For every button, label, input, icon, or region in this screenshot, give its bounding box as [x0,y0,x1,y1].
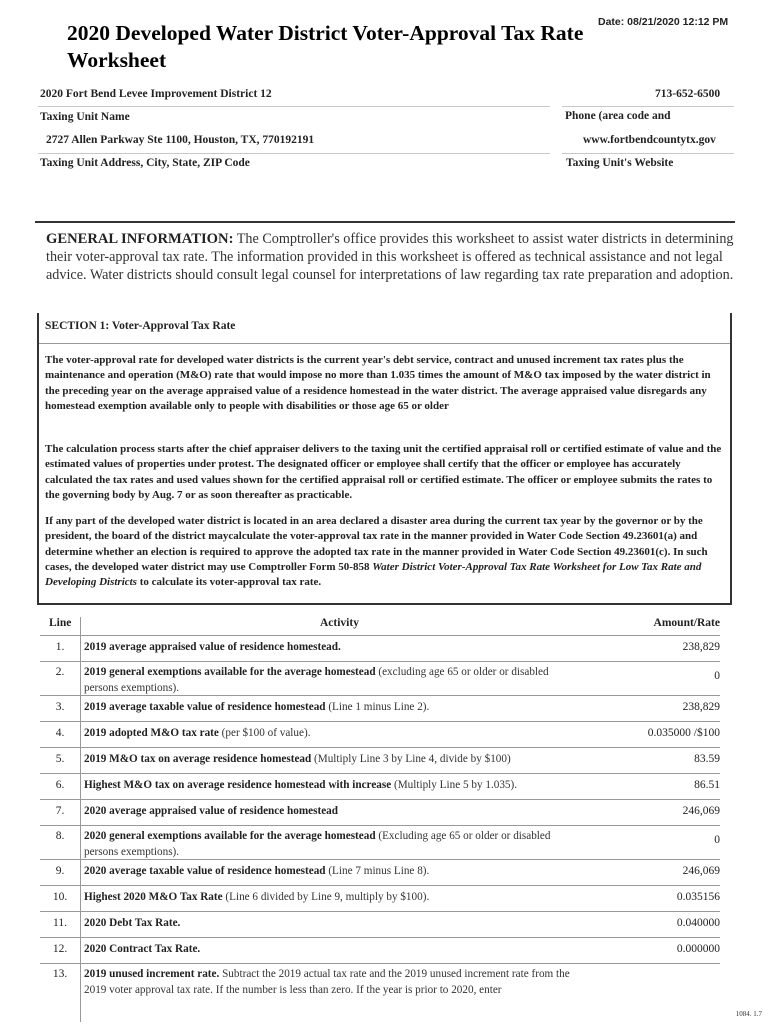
taxing-unit-name-value: 2020 Fort Bend Levee Improvement District 12 [40,88,272,100]
section-1-paragraph-3 [45,514,725,590]
amount-value: 83.59 [694,753,720,765]
activity-description [84,640,584,656]
taxing-unit-address-label: Taxing Unit Address, City, State, ZIP Code [40,157,250,169]
general-info-border [35,221,735,223]
section-1-paragraph-1: The voter-approval rate for developed water districts is the current year's debt service, contract and unused increment tax rates plus the maintenance and operation (M&O) rate that would impose no more than 1.035 times the amount of M&O tax imposed by the water district in the preceding year on the average appraised value of a residence homestead in the water district. The average appraised value disregards any homestead exemption available only to people with disabilities or those age 65 or older [45,354,711,412]
activity-detail: (excluding age 65 or older or disabled persons exemptions). [84,666,549,694]
line-number: 4. [55,727,65,739]
phone-value: 713-652-6500 [655,88,721,100]
section-1-paragraph-2: The calculation process starts after the chief appraiser delivers to the taxing unit the certified appraisal roll or certified estimate of value and the estimated values of properties under protest. The designated officer or employee shall certify that the officer or employee has accurately calculated the tax rates and used values shown for the certified appraisal roll or certified estimate. The officer or employee submits the rates to the governing body by Aug. 7 or as soon thereafter as practicable. [45,443,722,501]
line-number: 12. [52,943,68,955]
table-row [40,799,720,826]
form-50-858-title: Water District Voter-Approval Tax Rate Worksheet for Low Tax Rate and Developing Districts [45,560,702,589]
activity-detail: (Line 6 divided by Line 9, multiply by $100). [222,891,430,903]
amount-value: 0.035156 [676,891,720,903]
line-number: 8. [55,830,65,842]
column-header-line: Line [49,617,72,629]
amount-value: 238,829 [682,701,720,713]
amount-value: 246,069 [682,865,720,877]
activity-bold: 2020 Debt Tax Rate. [84,917,181,929]
activity-bold: Highest 2020 M&O Tax Rate [84,891,223,903]
line-number: 10. [52,891,68,903]
line-number: 7. [55,805,65,817]
activity-detail: (Excluding age 65 or older or disabled persons exemptions). [84,830,551,858]
table-row [40,825,720,860]
table-row [40,859,720,886]
activity-bold: 2019 average appraised value of residence homestead. [84,641,341,653]
taxing-unit-name-label: Taxing Unit Name [40,111,130,123]
field-rule [562,153,734,154]
activity-bold: 2019 average taxable value of residence homestead [84,701,326,713]
activity-description [84,700,584,716]
activity-bold: 2020 general exemptions available for the average homestead [84,830,376,842]
table-row [40,773,720,800]
activity-description [84,890,584,906]
activity-bold: 2020 average taxable value of residence homestead [84,865,326,877]
table-row [40,661,720,696]
line-number: 9. [55,865,65,877]
activity-bold: 2020 Contract Tax Rate. [84,943,201,955]
activity-detail: Subtract the 2019 actual tax rate and the 2019 unused increment rate from the 2019 voter approval tax rate. If the number is less than zero. If the year is prior to 2020, enter [84,968,570,996]
table-row [40,721,720,748]
table-row [40,911,720,938]
amount-value: 0 [714,834,720,846]
amount-value: 0 [714,670,720,682]
activity-description [84,778,584,794]
activity-bold: 2019 unused increment rate. [84,968,220,980]
general-information [46,230,736,285]
activity-bold: Highest M&O tax on average residence homestead with increase [84,779,392,791]
section-title-rule [39,343,730,344]
field-rule [38,106,550,107]
activity-bold: 2019 general exemptions available for the average homestead [84,666,376,678]
activity-description [84,752,584,768]
activity-description [84,864,584,880]
paragraph-3-text: If any part of the developed water district is located in an area declared a disaster area during the current tax year by the governor or by the president, the board of the district maycalculate the voter-approval tax rate in the manner provided in Water Code Section 49.23601(a) and determine whether an election is required to approve the adopted tax rate in the manner provided in Water Code Section 49.23601(c). In such cases, the developed water district may use Comptroller Form 50-858 [45,515,708,573]
table-row [40,937,720,964]
column-header-activity: Activity [320,617,359,629]
website-label: Taxing Unit's Website [566,157,674,169]
line-number: 2. [55,666,65,678]
activity-bold: 2019 M&O tax on average residence homestead [84,753,312,765]
activity-description [84,804,584,820]
amount-value: 0.040000 [676,917,720,929]
field-rule [38,153,550,154]
website-value: www.fortbendcountytx.gov [583,134,716,146]
activity-bold: 2020 average appraised value of residence homestead [84,805,338,817]
activity-bold: 2019 adopted M&O tax rate [84,727,219,739]
section-1-title: SECTION 1: Voter-Approval Tax Rate [45,320,236,332]
amount-value: 86.51 [694,779,720,791]
table-row [40,747,720,774]
table-row [40,885,720,912]
activity-description [84,916,584,932]
activity-detail: (per $100 of value). [218,727,311,739]
activity-detail: (Multiply Line 5 by 1.035). [391,779,518,791]
line-number: 3. [55,701,65,713]
line-number: 1. [55,641,65,653]
table-row [40,635,720,662]
paragraph-3-end: to calculate its voter-approval tax rate. [136,576,322,589]
line-number: 5. [55,753,65,765]
activity-detail: (Line 1 minus Line 2). [325,701,430,713]
table-row [40,963,720,1004]
phone-label: Phone (area code and [565,110,671,122]
general-information-heading: GENERAL INFORMATION: [46,231,234,247]
activity-description [84,967,584,998]
line-number: 11. [53,917,67,929]
form-version: 1084. 1.7 [735,1010,762,1018]
amount-value: 0.035000 /$100 [647,727,720,739]
activity-detail: (Multiply Line 3 by Line 4, divide by $100) [311,753,511,765]
activity-description [84,726,584,742]
activity-description [84,942,584,958]
line-number: 6. [55,779,65,791]
column-header-amount: Amount/Rate [653,617,720,629]
report-date: Date: 08/21/2020 12:12 PM [598,16,729,28]
amount-value: 238,829 [682,641,720,653]
activity-description [84,829,584,860]
amount-value: 0.000000 [676,943,720,955]
field-rule [562,106,734,107]
activity-description [84,665,584,696]
activity-detail: (Line 7 minus Line 8). [325,865,430,877]
section-1-box [37,313,732,605]
general-information-text: The Comptroller's office provides this worksheet to assist water districts in determining their voter-approval tax rate. The information provided in this worksheet is offered as technical assistance and not legal advice. Water districts should consult legal counsel for interpretations of law regarding tax rate preparation and adoption. [46,231,734,284]
line-number: 13. [52,968,68,980]
table-row [40,695,720,722]
worksheet-title: 2020 Developed Water District Voter-Approval Tax Rate Worksheet [67,21,584,72]
taxing-unit-address-value: 2727 Allen Parkway Ste 1100, Houston, TX, 770192191 [46,134,315,146]
amount-value: 246,069 [682,805,720,817]
